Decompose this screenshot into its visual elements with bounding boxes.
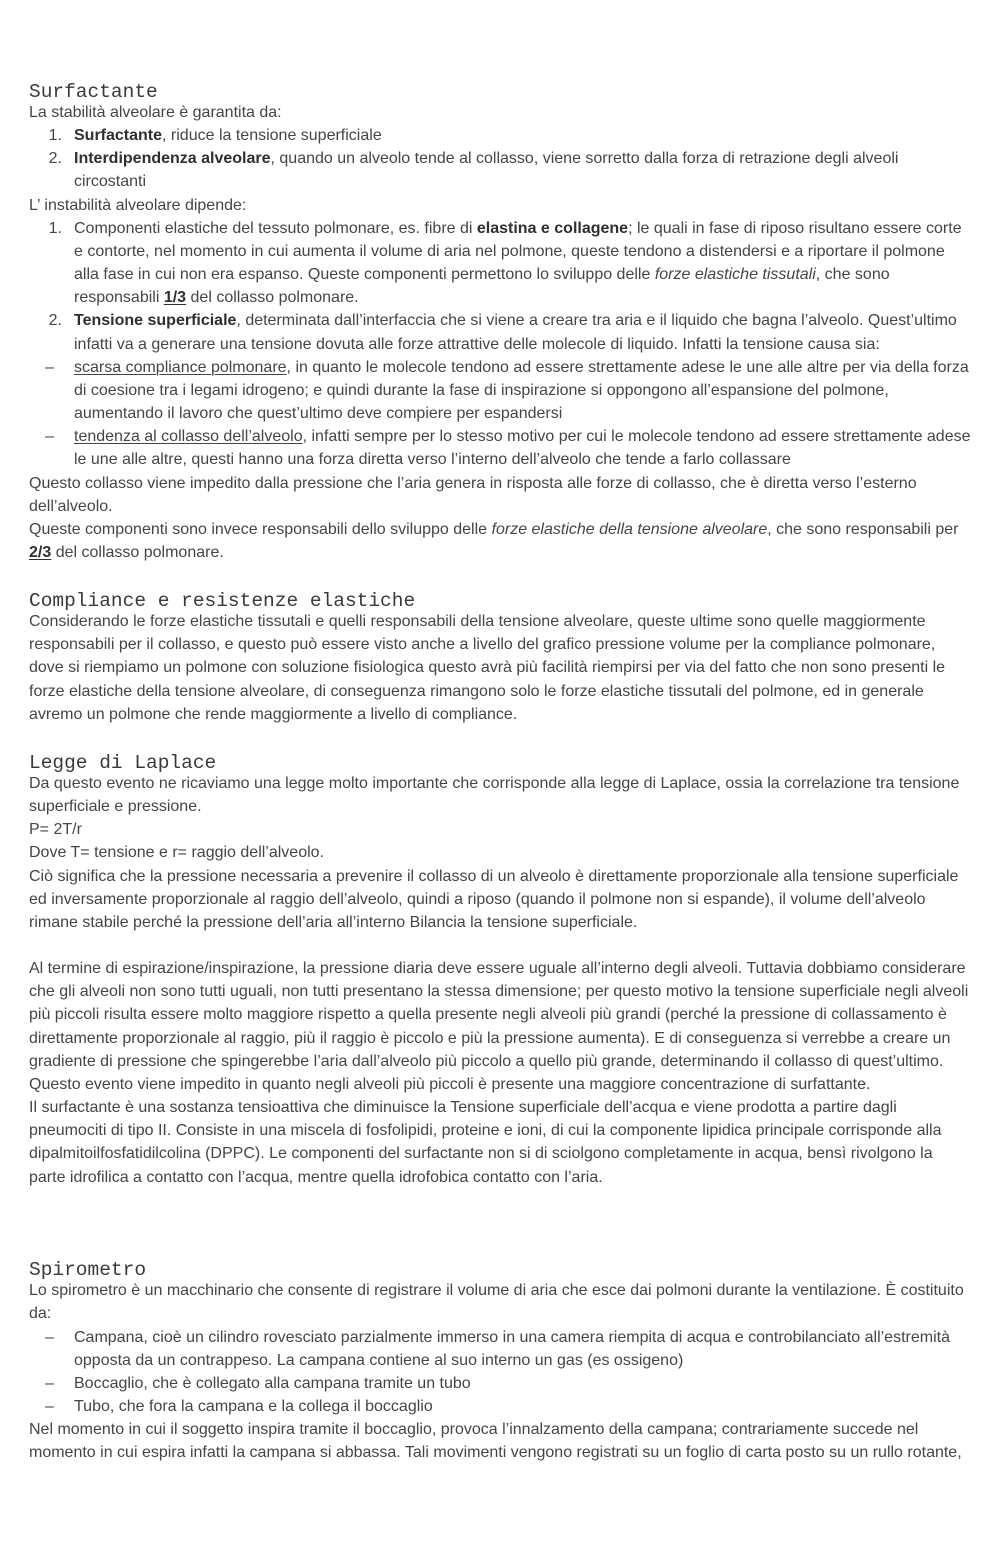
- italic-text: forze elastiche della tensione alveolare: [491, 520, 768, 538]
- text-run: Boccaglio, che è collegato alla campana tramite un tubo: [74, 1374, 471, 1392]
- text-run: Da questo evento ne ricaviamo una legge molto importante che corrisponde alla legge di Laplace, ossia la correlazione tra tensione superficiale e pressione.: [29, 774, 960, 816]
- paragraph: [29, 101, 971, 124]
- text-run: , infatti sempre per lo stesso motivo per cui le molecole tendono ad essere strettamente adese le une alle altre, questi hanno una forza diretta verso l’interno dell’alveolo che tende a farlo collassare: [74, 428, 971, 469]
- paragraph: [29, 610, 971, 726]
- text-run: Lo spirometro è un macchinario che consente di registrare il volume di aria che esce dai polmoni durante la ventilazione. È costituito da:: [29, 1282, 964, 1323]
- underlined-text: scarsa compliance polmonare: [74, 358, 287, 376]
- bold-underlined-text: 2/3: [29, 543, 52, 561]
- text-run: Queste componenti sono invece responsabili dello sviluppo delle: [29, 520, 492, 538]
- paragraph: [29, 472, 971, 518]
- list-number: 2.: [48, 312, 62, 330]
- text-run: , che sono responsabili: [74, 266, 890, 307]
- paragraph: [29, 518, 971, 564]
- text-run: ; le quali in fase di riposo risultano essere corte e contorte, nel momento in cui aumenta il volume di aria nel polmone, queste tendono a distendersi e a riportare il polmone alla fase in cui non era espanso. Queste componenti permettono lo sviluppo delle: [74, 219, 962, 284]
- section-legge-di-laplace: [29, 751, 971, 1189]
- section-heading: Legge di Laplace: [29, 751, 217, 774]
- list-number: 2.: [48, 150, 62, 168]
- text-run: Componenti elastiche del tessuto polmonare, es. fibre di: [74, 219, 477, 237]
- paragraph: [29, 865, 971, 934]
- text-run: Considerando le forze elastiche tissutali e quelli responsabili della tensione alveolare, queste ultime sono quelle maggiormente responsabili per il collasso, e questo può essere visto anche a livello del grafico pressione volume per la compliance polmonare, dove si riempiamo un polmone con soluzione fisiologica questo avrà più facilità riempirsi per via del fatto che non sono presenti le forze elastiche della tensione alveolare, di conseguenza rimangono solo le forze elastiche tissutali del polmone, ed in generale avremo un polmone che rende maggiormente a livello di compliance.: [29, 613, 946, 723]
- list-dash: –: [45, 358, 54, 376]
- dash-list: [29, 356, 971, 472]
- paragraph: [29, 957, 971, 1096]
- list-item-text: [74, 124, 971, 147]
- text-run: La stabilità alveolare è garantita da:: [29, 104, 282, 121]
- text-run: , riduce la tensione superficiale: [162, 127, 382, 145]
- text-run: L’ instabilità alveolare dipende:: [29, 196, 247, 214]
- italic-text: forze elastiche tissutali: [654, 266, 816, 284]
- section-heading: Spirometro: [29, 1259, 147, 1282]
- text-run: Campana, cioè un cilindro rovesciato parzialmente immerso in una camera riempita di acqua e controbilanciato all’estremità opposta da un contrappeso. La campana contiene al suo interno un gas (es ossigeno): [74, 1328, 950, 1369]
- section-spirometro: [29, 1261, 971, 1464]
- list-dash: –: [45, 1328, 54, 1346]
- bold-underlined-text: 1/3: [163, 289, 187, 307]
- bold-text: elastina e collagene: [476, 219, 629, 237]
- list-item: [29, 425, 971, 471]
- list-item-text: [74, 217, 971, 310]
- list-item: [29, 124, 971, 147]
- list-item: [29, 309, 971, 355]
- section-heading: Compliance e resistenze elastiche: [29, 590, 416, 613]
- list-item: [29, 356, 971, 425]
- text-run: Al termine di espirazione/inspirazione, la pressione diaria deve essere uguale all’interno degli alveoli. Tuttavia dobbiamo considerare che gli alveoli non sono tutti uguali, non tutti presentano la stessa dimensione; per questo motivo la tensione superficiale negli alveoli più piccoli risulta essere molto maggiore rispetto a quella presente negli alveoli più grandi (perché la pressione di collassamento è direttamente proporzionale al raggio, più il raggio è piccolo e più la pressione aumenta). E di conseguenza si verrebbe a creare un gradiente di pressione che spingerebbe l’aria dall’alveolo più piccolo a quello più grande, determinando il collasso di quest’ultimo. Questo evento viene impedito in quanto negli alveoli più piccoli è presente una maggiore concentrazione di surfattante.: [29, 960, 969, 1093]
- text-run: Dove T= tensione e r= raggio dell’alveolo.: [29, 844, 324, 862]
- section-surfactante: [29, 83, 971, 564]
- list-item-text: [74, 309, 971, 355]
- paragraph: [29, 772, 971, 818]
- text-run: Ciò significa che la pressione necessaria a prevenire il collasso di un alveolo è direttamente proporzionale alla tensione superficiale ed inversamente proporzionale al raggio dell’alveolo, quindi a riposo (quando il polmone non si espande), il volume dell’alveolo rimane stabile perché la pressione dell’aria all’interno Bilancia la tensione superficiale.: [29, 867, 959, 931]
- bold-text: Interdipendenza alveolare: [74, 150, 271, 168]
- text-run: , in quanto le molecole tendono ad essere strettamente adese le une alle altre per via della forza di coesione tra i legami idrogeno; e quindi durante la fase di inspirazione si oppongono all’espansione del polmone, aumentando il lavoro che quest’ultimo deve compiere per espandersi: [74, 358, 969, 423]
- list-dash: –: [45, 1374, 54, 1392]
- underlined-text: tendenza al collasso dell’alveolo: [74, 428, 303, 446]
- section-heading: Surfactante: [29, 81, 158, 103]
- paragraph: [29, 194, 971, 217]
- paragraph: [29, 1096, 971, 1189]
- text-run: del collasso polmonare.: [51, 543, 224, 561]
- text-run: del collasso polmonare.: [186, 289, 359, 307]
- text-run: , quando un alveolo tende al collasso, viene sorretto dalla forza di retrazione degli alveoli circostanti: [74, 150, 899, 191]
- text-run: P= 2T/r: [29, 821, 82, 839]
- list-item-text: [74, 1372, 971, 1395]
- paragraph: [29, 818, 971, 841]
- list-item: [29, 1372, 971, 1395]
- paragraph: [29, 1279, 971, 1325]
- text-run: Il surfactante è una sostanza tensioattiva che diminuisce la Tensione superficiale dell’acqua e viene prodotta a partire dagli pneumociti di tipo II. Consiste in una miscela di fosfolipidi, proteine e ioni, di cui la componente lipidica principale corrisponde alla dipalmitoilfosfatidilcolina (DPPC). Le componenti del surfactante non si di sciolgono completamente in acqua, bensì rivolgono la parte idrofilica a contatto con l’acqua, mentre quella idrofobica contatto con l’aria.: [29, 1099, 942, 1186]
- list-item-text: [74, 1395, 971, 1418]
- list-dash: –: [45, 1397, 54, 1415]
- text-run: , che sono responsabili per: [767, 520, 959, 538]
- text-run: Questo collasso viene impedito dalla pressione che l’aria genera in risposta alle forze di collasso, che è diretta verso l’esterno dell’alveolo.: [29, 474, 917, 515]
- bold-text: Tensione superficiale: [74, 312, 237, 330]
- dash-list: [29, 1326, 971, 1419]
- numbered-list: [29, 217, 971, 356]
- bold-text: Surfactante: [74, 127, 163, 145]
- list-number: 1.: [48, 219, 62, 237]
- paragraph: [29, 841, 971, 864]
- numbered-list: [29, 124, 971, 193]
- list-item: [29, 147, 971, 193]
- list-item-text: [74, 147, 971, 193]
- list-item-text: [74, 425, 971, 471]
- list-dash: –: [45, 428, 54, 446]
- list-item: [29, 1395, 971, 1418]
- list-number: 1.: [48, 127, 62, 145]
- list-item: [29, 1326, 971, 1372]
- paragraph: [29, 1418, 971, 1464]
- list-item-text: [74, 1326, 971, 1372]
- text-run: Tubo, che fora la campana e la collega il boccaglio: [74, 1397, 433, 1415]
- list-item-text: [74, 356, 971, 425]
- section-compliance-e-resistenze-elastiche: [29, 592, 971, 726]
- text-run: , determinata dall’interfaccia che si viene a creare tra aria e il liquido che bagna l’alveolo. Quest’ultimo infatti va a generare una tensione dovuta alle forze attrattive delle molecole di liquido. Infatti la tensione causa sia:: [74, 312, 957, 353]
- list-item: [29, 217, 971, 310]
- text-run: Nel momento in cui il soggetto inspira tramite il boccaglio, provoca l’innalzamento della campana; contrariamente succede nel momento in cui espira infatti la campana si abbassa. Tali movimenti vengono registrati su un foglio di carta posto su un rullo rotante,: [29, 1421, 962, 1462]
